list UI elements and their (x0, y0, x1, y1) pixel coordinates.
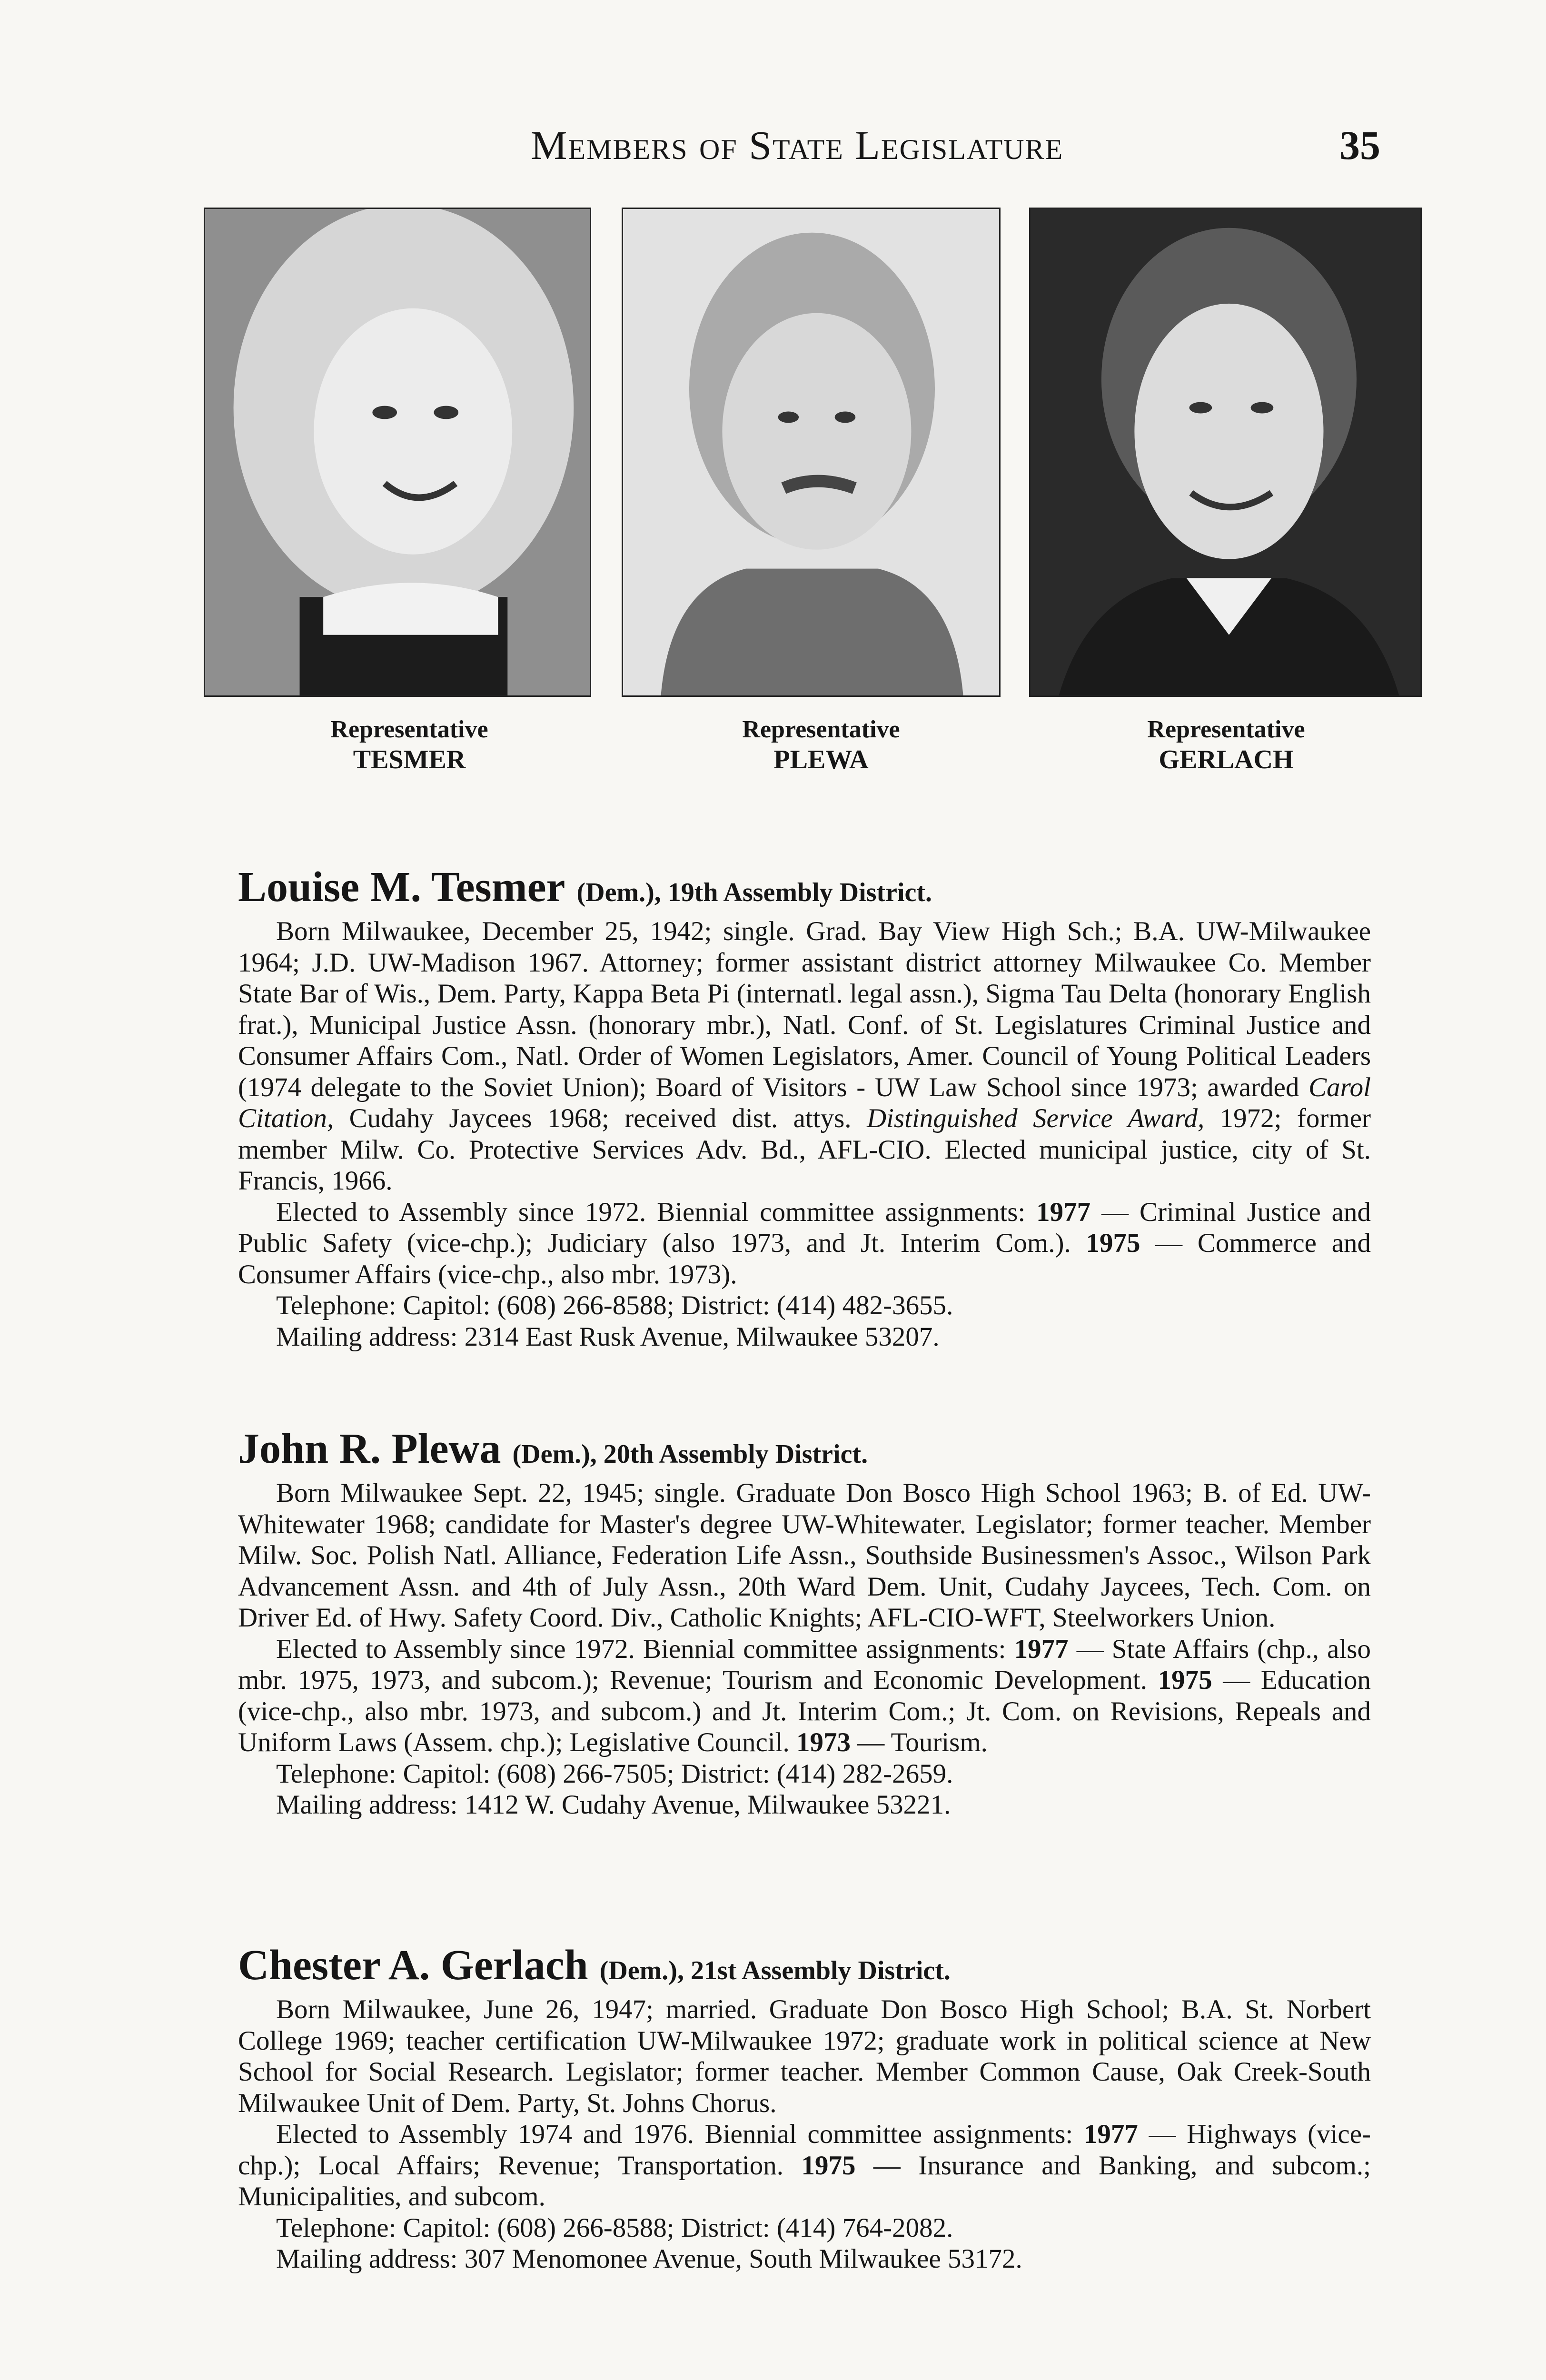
caption-role: Representative (1147, 716, 1305, 743)
caption-role: Representative (742, 716, 900, 743)
bio-party: (Dem.) (599, 1956, 677, 1985)
award-name: Distinguished Service Award, (866, 1103, 1205, 1133)
caption-plewa (654, 715, 988, 775)
portrait-photo-gerlach (1029, 208, 1422, 697)
text-run: Born Milwaukee, December 25, 1942; single. Grad. Bay View High Sch.; B.A. UW-Milwaukee 1964; J.D. UW-Madison 1967. Attorney; former assistant district attorney Milwaukee Co. Member State Bar of Wis., Dem. Party, Kappa Beta Pi (internatl. legal assn.), Sigma Tau Delta (honorary English frat.), Municipal Justice Assn. (honorary mbr.), Natl. Conf. of St. Legislatures Criminal Justice and Consumer Affairs Com., Natl. Order of Women Legislators, Amer. Council of Young Political Leaders (1974 delegate to the Soviet Union); Board of Visitors - UW Law School since 1973; awarded (238, 916, 1371, 1102)
bio-paragraph-background (238, 1478, 1371, 1634)
bio-district: , 20th Assembly District. (590, 1439, 868, 1469)
bio-paragraph-committees (238, 1197, 1371, 1290)
bio-heading (238, 1940, 1371, 1991)
bio-paragraph-committees (238, 1634, 1371, 1758)
bio-party: (Dem.) (576, 878, 654, 907)
text-run: 1972; former member Milw. Co. Protective Services Adv. Bd., AFL-CIO. Elected municipal justice, city of St. Francis, 1966. (238, 1103, 1371, 1196)
session-year: 1977 (1014, 1634, 1069, 1664)
text-run: Cudahy Jaycees 1968; received dist. attys. (334, 1103, 867, 1133)
caption-tesmer (243, 715, 576, 775)
text-run: — Education (vice-chp., also mbr. 1973, and subcom.) and Jt. Interim Com.; Jt. Com. on Revisions, Repeals and Uniform Laws (Assem. chp.); Legislative Council. (238, 1665, 1371, 1757)
caption-name: GERLACH (1159, 745, 1294, 775)
bio-heading (238, 1423, 1371, 1475)
bio-mailing-address: Mailing address: 2314 East Rusk Avenue, Milwaukee 53207. (276, 1321, 940, 1352)
text-run: — State Affairs (chp., also mbr. 1975, 1973, and subcom.); Revenue; Tourism and Economic Development. (238, 1634, 1371, 1695)
caption-name: PLEWA (773, 745, 869, 775)
text-run: — Tourism. (851, 1727, 988, 1757)
bio-mailing-address: Mailing address: 1412 W. Cudahy Avenue, Milwaukee 53221. (276, 1790, 951, 1820)
session-year: 1975 (801, 2150, 856, 2181)
bio-heading (238, 862, 1371, 913)
bio-party: (Dem.) (512, 1439, 590, 1469)
bio-paragraph-background (238, 1994, 1371, 2119)
header-title-text: Members of State Legislature (531, 122, 1064, 168)
text-run: — Highways (vice-chp.); Local Affairs; Revenue; Transportation. (238, 2119, 1371, 2181)
text-run: Born Milwaukee, June 26, 1947; married. Graduate Don Bosco High School; B.A. St. Norbert College 1969; teacher certification UW-Milwaukee 1972; graduate work in political science at New School for Social Research. Legislator; former teacher. Member Common Cause, Oak Creek-South Milwaukee Unit of Dem. Party, St. Johns Chorus. (238, 1994, 1371, 2118)
bio-telephone: Telephone: Capitol: (608) 266-7505; District: (414) 282-2659. (276, 1758, 953, 1789)
bio-tesmer (238, 862, 1371, 1352)
session-year: 1977 (1083, 2119, 1138, 2149)
bio-telephone: Telephone: Capitol: (608) 266-8588; District: (414) 482-3655. (276, 1290, 953, 1320)
text-run: Elected to Assembly since 1972. Biennial committee assignments: (276, 1634, 1014, 1664)
bio-district: , 19th Assembly District. (654, 878, 932, 907)
bio-paragraph-background (238, 916, 1371, 1197)
bio-plewa (238, 1423, 1371, 1821)
page-number: 35 (1339, 122, 1380, 168)
portrait-photo-tesmer (204, 208, 591, 697)
bio-name: Chester A. Gerlach (238, 1942, 588, 1989)
caption-role: Representative (330, 716, 488, 743)
session-year: 1975 (1158, 1665, 1212, 1695)
running-header-title (531, 121, 1111, 169)
session-year: 1973 (796, 1727, 851, 1757)
portrait-photo-plewa (622, 208, 1001, 697)
bio-telephone: Telephone: Capitol: (608) 266-8588; District: (414) 764-2082. (276, 2212, 953, 2243)
award-name: Carol Citation, (238, 1072, 1371, 1133)
text-run: Elected to Assembly 1974 and 1976. Biennial committee assignments: (276, 2119, 1084, 2149)
text-run: Born Milwaukee Sept. 22, 1945; single. Graduate Don Bosco High School 1963; B. of Ed. UW-Whitewater 1968; candidate for Master's degree UW-Whitewater. Legislator; former teacher. Member Milw. Soc. Polish Natl. Alliance, Federation Life Assn., Southside Businessmen's Assoc., Wilson Park Advancement Assn. and 4th of July Assn., 20th Ward Dem. Unit, Cudahy Jaycees, Tech. Com. on Driver Ed. of Hwy. Safety Coord. Div., Catholic Knights; AFL-CIO-WFT, Steelworkers Union. (238, 1478, 1371, 1633)
bio-paragraph-committees (238, 2119, 1371, 2212)
session-year: 1977 (1036, 1197, 1091, 1227)
text-run: — Commerce and Consumer Affairs (vice-chp., also mbr. 1973). (238, 1228, 1371, 1289)
text-run: — Insurance and Banking, and subcom.; Municipalities, and subcom. (238, 2150, 1371, 2211)
bio-name: John R. Plewa (238, 1425, 501, 1472)
bio-name: Louise M. Tesmer (238, 863, 565, 911)
caption-gerlach (1060, 715, 1393, 775)
session-year: 1975 (1086, 1228, 1140, 1258)
bio-district: , 21st Assembly District. (677, 1956, 951, 1985)
text-run: — Criminal Justice and Public Safety (vice-chp.); Judiciary (also 1973, and Jt. Interim Com.). (238, 1197, 1371, 1258)
bio-gerlach (238, 1940, 1371, 2275)
text-run: Elected to Assembly since 1972. Biennial committee assignments: (276, 1197, 1037, 1227)
bio-mailing-address: Mailing address: 307 Menomonee Avenue, South Milwaukee 53172. (276, 2244, 1022, 2274)
caption-name: TESMER (353, 745, 466, 775)
